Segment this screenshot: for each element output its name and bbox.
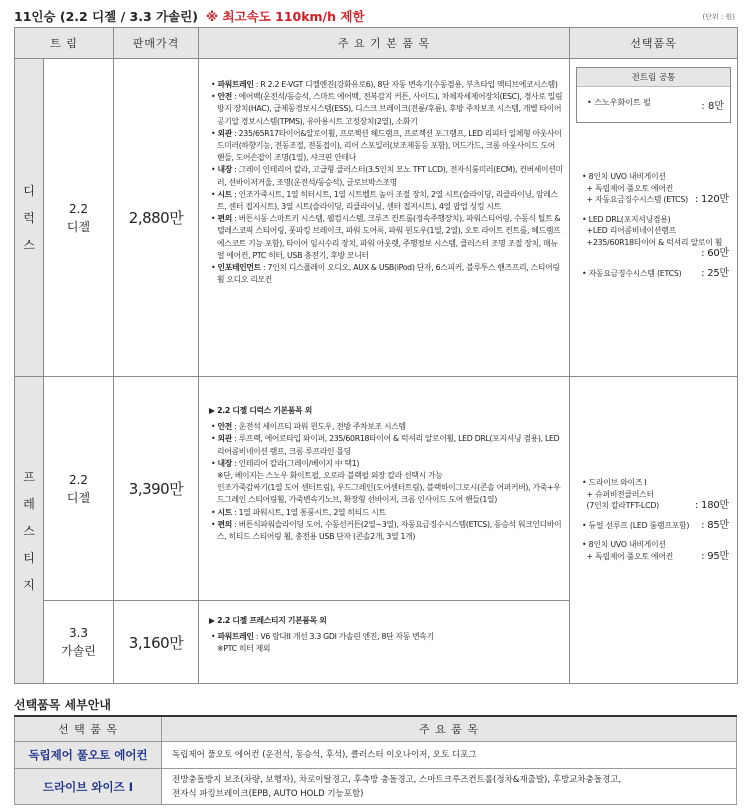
- model-fuel: 디젤: [66, 219, 91, 234]
- option-price: : 85만: [701, 519, 729, 531]
- feature-text: : 235/65R17타이어&알로이휠, 프로젝션 헤드램프, 프로젝션 포그램프, LED 리피터 일체형 아웃사이드미러(하향기능, 전동조절, 전동접이), 리어 스포일러(보조제동등 포함), 머드가드, 크롬 아웃사이드 도어 핸들, 도어손잡이 조명(1열), 샤크핀 안테나: [217, 128, 562, 163]
- option-text: + 자동요금징수시스템 (ETCS): [582, 195, 688, 204]
- feature-label: 내장: [217, 458, 232, 468]
- option-price: : 25만: [701, 267, 729, 279]
- features-heading: ▶ 2.2 디젤 프레스티지 기본품목 외: [209, 616, 327, 625]
- feature-text: : V6 람다II 개선 3.3 GDI 가솔린 엔진, 8단 자동 변속기: [253, 632, 434, 642]
- feature-label: 인포테인먼트: [217, 263, 261, 273]
- option-group: [582, 171, 729, 206]
- option-details-title: 선택품목 세부안내: [14, 698, 111, 712]
- option-line: [582, 489, 729, 501]
- col-option-desc: 주 요 품 목: [162, 716, 737, 742]
- option-text: • 8인치 UVO 내비게이션: [582, 540, 666, 549]
- feature-label: 편의: [217, 214, 232, 224]
- model-displacement: 3.3: [68, 626, 89, 640]
- deluxe-features: [199, 59, 570, 377]
- feature-item: • 외관 : 235/65R17타이어&알로이휠, 프로젝션 헤드램프, 프로젝션 포그램프, LED 리피터 일체형 아웃사이드미러(하향기능, 전동조절, 전동접이), 리어 스포일러(보조제동등 포함), 머드가드, 크롬 아웃사이드 도어 핸들, 도어손잡이 조명(1열), 샤크핀 안테나: [211, 128, 562, 163]
- feature-text: : 버튼시동 스마트키 시스템, 웰컴시스템, 크루즈 컨트롤(정속주행장치), 파워스티어링, 수동식 틸트 & 텔레스코픽 스티어링, 풋파킹 브레이크, 파워 도어록, 파워 윈도우(1열, 2열), 오토 라이트 컨트롤, 헤드램프에스코트 기능 포함), 타이어 임시수리 장치, 파워 아웃렛, 주행정보 시스템, 클러스터 조명 조절 장치, 매뉴얼 에어컨, PTC 히터, USB 충전기, 후방 모니터: [217, 214, 561, 260]
- trim-prestige-char: 프: [23, 469, 35, 484]
- col-features: 주 요 기 본 품 목: [199, 28, 570, 59]
- trim-deluxe-char: 디: [23, 184, 35, 198]
- prestige-gasoline-features: [199, 601, 570, 684]
- feature-item: • 내장 : 인테리어 칼라(그레이/베이지 中 택1) ※단, 베이지는 스노우 화이트펄, 오로라 블랙펄 외장 칼라 선택시 가능 인조가죽감싸기(1열 도어 센터트림), 우드그레인(도어센터트림), 블랙하이그로시(콘솔 어퍼커버), 가죽+우드그레인 스티어링휠, 가죽변속기노브, 확장형 선바이저, 크롬 인사이드 도어 핸들(1열): [211, 458, 561, 505]
- feature-item: • 안전 : 운전석 세이프티 파워 윈도우, 전방 주차보조 시스템: [211, 422, 406, 432]
- option-text: • 듀얼 선루프 (LED 룸램프포함): [582, 520, 690, 530]
- option-group: [582, 539, 729, 562]
- option-details-header: [15, 716, 737, 742]
- option-text: +LED 리어콤비네이션램프: [582, 226, 676, 235]
- table-row: [15, 742, 737, 769]
- trim-prestige: [15, 377, 44, 684]
- table-header-row: [15, 28, 738, 59]
- prestige-diesel-row: [15, 377, 738, 601]
- option-text: + 독립제어 풀오토 에어컨: [582, 183, 674, 193]
- option-name: 드라이브 와이즈 I: [15, 769, 162, 805]
- feature-item: • 파워트레인 : R 2.2 E-VGT 디젤엔진(강화유로6), 8단 자동 변속기(수동겸용, 부츠타입 액티브에코시스템): [211, 80, 558, 89]
- feature-item: • 인포테인먼트 : 7인치 디스플레이 오디오, AUX & USB(iPod) 단자, 6스피커, 블루투스 핸즈프리, 스티어링 휠 오디오 리모컨: [211, 263, 560, 285]
- feature-text: : 에어백(운전석/동승석, 스마트 에어백, 전복감지 커튼, 사이드), 차체자세제어장치(ESC), 경사로 밀림 방지 장치(HAC), 급제동경보시스템(ESS), 디스크 브레이크(전륜/후륜), 후방 주차보조 시스템, 개별 타이어 공기압 경보시스템(TPMS), 유아용시트 고정장치(2열), 소화기: [217, 92, 563, 126]
- feature-item: • 외관 : 루프랙, 에어로타입 와이퍼, 235/60R18타이어 & 럭셔리 알로이휠, LED DRL(포지셔닝 겸용), LED 리어콤비네이션 램프, 크롬 루프라인 몰딩: [211, 434, 560, 456]
- col-option-name: 선 택 품 목: [15, 716, 162, 742]
- common-option-price: : 8만: [701, 101, 724, 112]
- feature-text: : R 2.2 E-VGT 디젤엔진(강화유로6), 8단 자동 변속기(수동겸용, 부츠타입 액티브에코시스템): [253, 80, 558, 89]
- feature-text: : 인조가죽시트, 1열 히터시트, 1열 시트벨트 높이 조절 장치, 2열 시트(슬라이딩, 리클라이닝, 암레스트, 센터 접지시트), 3열 시트(슬라이딩, 리클라이닝, 센터 접지시트), 4열 팝업 싱킹 시트: [217, 189, 558, 212]
- option-line: [582, 225, 729, 237]
- feature-label: 시트: [217, 507, 232, 517]
- option-price: : 180만: [694, 500, 729, 511]
- feature-text: : 루프랙, 에어로타입 와이퍼, 235/60R18타이어 & 럭셔리 알로이휠, LED DRL(포지셔닝 겸용), LED 리어콤비네이션 램프, 크롬 루프라인 몰딩: [217, 434, 560, 456]
- feature-item: • 시트 : 인조가죽시트, 1열 히터시트, 1열 시트벨트 높이 조절 장치, 2열 시트(슬라이딩, 리클라이닝, 암레스트, 센터 접지시트), 3열 시트(슬라이딩, 리클라이닝, 센터 접지시트), 4열 팝업 싱킹 시트: [211, 189, 558, 212]
- feature-item: • 내장 : 그레이 인테리어 칼라, 고급형 클러스터(3.5인치 모노 TFT LCD), 전자식룸미러(ECM), 컨버세이션미러, 선바이저거울, 조명(운전석/동승석), 글로브박스조명: [211, 165, 563, 187]
- option-text: (7인치 칼라TFT-LCD): [582, 501, 659, 510]
- feature-item: • 편의 : 버튼식파워슬라이딩 도어, 수동선커튼(2열~3열), 자동요금징수시스템(ETCS), 동승석 워크인디바이스, 히티드 스티어링 휠, 충전용 USB 단자 (콘솔2개, 3열 1개): [211, 519, 562, 542]
- col-options: 선택품목: [570, 28, 738, 59]
- table-row: [15, 769, 737, 805]
- option-line: [582, 194, 729, 206]
- feature-text: : 7인치 디스플레이 오디오, AUX & USB(iPod) 단자, 6스피커, 블루투스 핸즈프리, 스티어링 휠 오디오 리모컨: [217, 263, 560, 285]
- option-line: [582, 539, 729, 551]
- feature-item: • 안전 : 에어백(운전석/동승석, 스마트 에어백, 전복감지 커튼, 사이드), 차체자세제어장치(ESC), 경사로 밀림 방지 장치(HAC), 급제동경보시스템(ESS), 디스크 브레이크(전륜/후륜), 후방 주차보조 시스템, 개별 타이어 공기압 경보시스템(TPMS), 유아용시트 고정장치(2열), 소화기: [211, 92, 563, 126]
- option-text: • 8인치 UVO 내비게이션: [582, 172, 666, 181]
- option-price: : 95만: [701, 550, 729, 562]
- option-text: + 독립제어 풀오토 에어컨: [582, 551, 674, 561]
- model-fuel: 가솔린: [61, 644, 96, 658]
- model-displacement: 2.2: [68, 472, 89, 487]
- option-text: • 드라이브 와이즈 I: [582, 478, 647, 487]
- trim-prestige-char: 스: [23, 523, 35, 538]
- trim-prestige-char: 지: [23, 577, 35, 592]
- option-line: [582, 551, 729, 563]
- feature-item: • 시트 : 1열 파워시트, 1열 통풍시트, 2열 히티드 시트: [211, 507, 386, 517]
- feature-text: : 그레이 인테리어 칼라, 고급형 클러스터(3.5인치 모노 TFT LCD), 전자식룸미러(ECM), 컨버세이션미러, 선바이저거울, 조명(운전석/동승석), 글로브박스조명: [217, 165, 563, 187]
- feature-label: 내장: [217, 165, 232, 175]
- option-price: : 120만: [694, 194, 729, 205]
- feature-label: 외관: [217, 434, 232, 444]
- option-line: [582, 248, 729, 260]
- feature-label: 편의: [217, 519, 232, 529]
- feature-label: 시트: [217, 189, 232, 199]
- option-text: • LED DRL(포지셔닝겸용): [582, 214, 671, 224]
- option-group: [582, 520, 729, 532]
- feature-label: 안전: [217, 92, 232, 102]
- common-option-item: • 스노우화이트 펄: [587, 98, 651, 107]
- feature-text: : 1열 파워시트, 1열 통풍시트, 2열 히티드 시트: [231, 507, 386, 517]
- option-line: [582, 268, 729, 280]
- prestige-diesel-features: [199, 377, 570, 601]
- feature-text: : 운전석 세이프티 파워 윈도우, 전방 주차보조 시스템: [231, 422, 406, 432]
- option-line: [582, 237, 729, 249]
- option-text: +235/60R18타이어 & 럭셔리 알로이 휠: [582, 237, 723, 247]
- trim-deluxe: [15, 59, 44, 377]
- feature-label: 외관: [217, 128, 232, 138]
- option-price: : 60만: [701, 248, 729, 259]
- col-trim: 트 림: [15, 28, 114, 59]
- prestige-gasoline-model: [44, 601, 114, 684]
- feature-item: • 파워트레인 : V6 람다II 개선 3.3 GDI 가솔린 엔진, 8단 자동 변속기: [211, 632, 434, 642]
- option-line: [582, 183, 729, 195]
- features-heading: ▶ 2.2 디젤 디럭스 기본품목 외: [209, 406, 312, 415]
- prestige-diesel-model: [44, 377, 114, 601]
- col-price: 판매가격: [114, 28, 199, 59]
- common-option-box: [576, 67, 731, 123]
- option-line: [582, 214, 729, 226]
- option-name: 독립제어 풀오토 에어컨: [15, 742, 162, 769]
- common-option-title: 전트림 공통: [577, 68, 730, 87]
- trim-price-table: [14, 27, 738, 684]
- option-desc: 전방충돌방지 보조(차량, 보행자), 차로이탈경고, 후측방 충돌경고, 스마트크루즈컨트롤(정차&재출발), 후방교차충돌경고, 전자식 파킹브레이크(EPB, AUTO HOLD 기능포함): [162, 769, 737, 805]
- option-group: [582, 477, 729, 512]
- feature-label: 안전: [217, 422, 232, 432]
- option-text: • 자동요금징수시스템 (ETCS): [582, 268, 682, 278]
- deluxe-options: [570, 59, 738, 377]
- option-line: [582, 500, 729, 512]
- ptc-note: ※PTC 히터 제외: [217, 644, 271, 654]
- speed-limit-warning: ※ 최고속도 110km/h 제한: [205, 9, 365, 24]
- option-line: [582, 477, 729, 489]
- trim-deluxe-char: 스: [23, 238, 35, 252]
- model-displacement: 2.2: [68, 201, 89, 216]
- deluxe-row: [15, 59, 738, 377]
- option-desc: 독립제어 풀오토 에어컨 (운전석, 동승석, 후석), 클러스터 이오나이저, 오토 디포그: [162, 742, 737, 769]
- option-group: [582, 214, 729, 260]
- deluxe-model: [44, 59, 114, 377]
- option-line: [582, 171, 729, 183]
- feature-label: 파워트레인: [217, 632, 254, 642]
- option-details-table: [14, 715, 737, 805]
- option-text: + 슈퍼비전클러스터: [582, 489, 654, 499]
- deluxe-price: 2,880만: [114, 59, 199, 377]
- prestige-diesel-price: 3,390만: [114, 377, 199, 601]
- option-line: [582, 520, 729, 532]
- trim-prestige-char: 레: [23, 496, 35, 511]
- prestige-options: [570, 377, 738, 684]
- trim-prestige-char: 티: [23, 550, 35, 565]
- feature-item: • 편의 : 버튼시동 스마트키 시스템, 웰컴시스템, 크루즈 컨트롤(정속주행장치), 파워스티어링, 수동식 틸트 & 텔레스코픽 스티어링, 풋파킹 브레이크, 파워 도어록, 파워 윈도우(1열, 2열), 오토 라이트 컨트롤, 헤드램프에스코트 기능 포함), 타이어 임시수리 장치, 파워 아웃렛, 주행정보 시스템, 클러스터 조명 조절 장치, 매뉴얼 에어컨, PTC 히터, USB 충전기, 후방 모니터: [211, 214, 561, 260]
- feature-label: 파워트레인: [217, 80, 254, 89]
- page-header: [14, 7, 365, 25]
- option-group: [582, 268, 729, 280]
- prestige-gasoline-price: 3,160만: [114, 601, 199, 684]
- feature-text: : 버튼식파워슬라이딩 도어, 수동선커튼(2열~3열), 자동요금징수시스템(ETCS), 동승석 워크인디바이스, 히티드 스티어링 휠, 충전용 USB 단자 (콘솔2개, 3열 1개): [217, 519, 562, 542]
- model-fuel: 디젤: [66, 490, 91, 505]
- trim-deluxe-char: 럭: [23, 211, 35, 225]
- feature-text: : 인테리어 칼라(그레이/베이지 中 택1) ※단, 베이지는 스노우 화이트펄, 오로라 블랙펄 외장 칼라 선택시 가능 인조가죽감싸기(1열 도어 센터트림), 우드그레인(도어센터트림), 블랙하이그로시(콘솔 어퍼커버), 가죽+우드그레인 스티어링휠, 가죽변속기노브, 확장형 선바이저, 크롬 인사이드 도어 핸들(1열): [217, 458, 561, 505]
- unit-note: (단위 : 원): [702, 13, 735, 21]
- header-title: 11인승 (2.2 디젤 / 3.3 가솔린): [14, 9, 198, 24]
